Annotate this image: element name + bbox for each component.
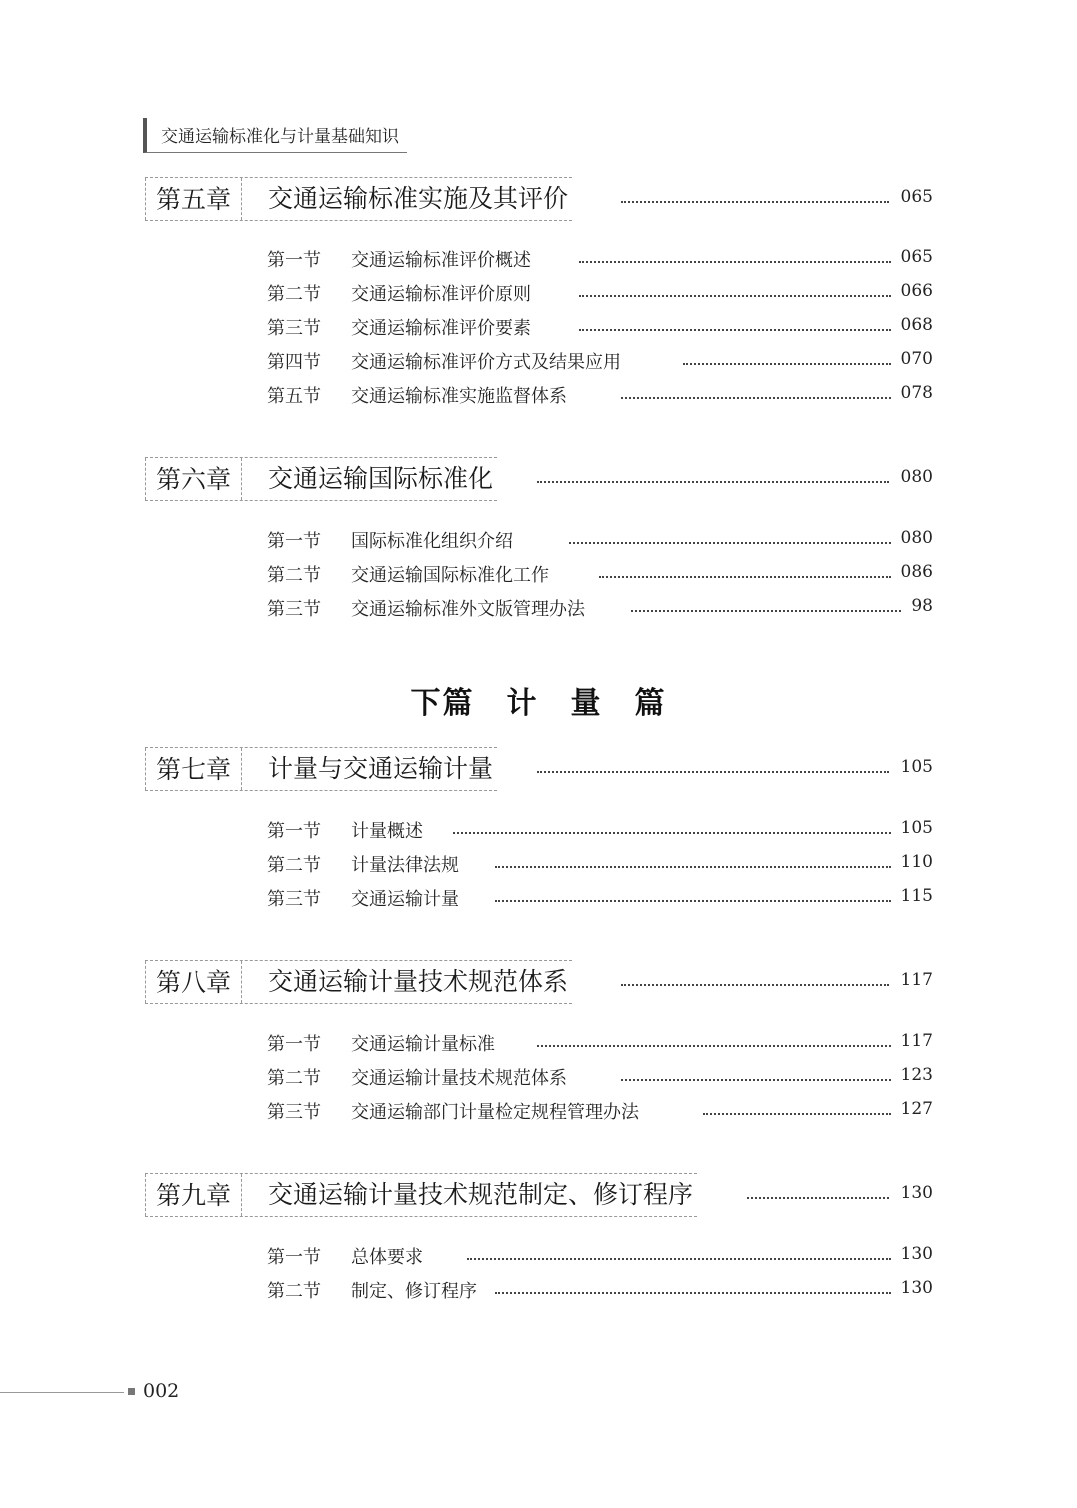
chapter-page: 080 [900, 467, 933, 487]
section-number: 第四节 [267, 352, 321, 373]
leader-dots [631, 610, 901, 612]
section-title: 交通运输部门计量检定规程管理办法 [351, 1102, 639, 1123]
book-title: 交通运输标准化与计量基础知识 [161, 127, 399, 147]
chapter-title: 计量与交通运输计量 [268, 754, 494, 783]
section-number: 第一节 [267, 1247, 321, 1268]
leader-dots [495, 866, 891, 868]
section-number: 第一节 [267, 1034, 321, 1055]
section-title: 计量法律法规 [351, 855, 459, 876]
toc-section[interactable] [267, 595, 933, 625]
leader-dots [579, 329, 891, 331]
chapter-page: 105 [900, 757, 933, 777]
section-page: 070 [900, 349, 933, 369]
section-page: 066 [900, 281, 933, 301]
leader-dots [537, 481, 889, 483]
toc-section[interactable] [267, 382, 933, 412]
page-number: 002 [143, 1380, 180, 1402]
section-title: 总体要求 [351, 1247, 423, 1268]
section-title: 交通运输标准评价原则 [351, 284, 531, 305]
chapter-box [145, 1173, 697, 1217]
chapter-title: 交通运输标准实施及其评价 [268, 184, 569, 213]
section-page: 068 [900, 315, 933, 335]
section-title: 制定、修订程序 [351, 1281, 477, 1302]
section-title: 交通运输标准评价要素 [351, 318, 531, 339]
toc-chapter-8[interactable] [145, 960, 933, 1004]
toc-chapter-9[interactable] [145, 1173, 933, 1217]
chapter-number: 第五章 [145, 178, 242, 220]
chapter-box [145, 177, 572, 221]
toc-section[interactable] [267, 314, 933, 344]
section-number: 第三节 [267, 599, 321, 620]
section-page: 130 [900, 1278, 933, 1298]
leader-dots [495, 900, 891, 902]
toc-section[interactable] [267, 1277, 933, 1307]
chapter-box [145, 747, 497, 791]
chapter-number: 第八章 [145, 961, 242, 1003]
section-number: 第一节 [267, 531, 321, 552]
section-page: 130 [900, 1244, 933, 1264]
section-page: 065 [900, 247, 933, 267]
section-page: 078 [900, 383, 933, 403]
toc-section[interactable] [267, 851, 933, 881]
leader-dots [621, 1079, 891, 1081]
section-page: 117 [900, 1031, 933, 1051]
section-number: 第五节 [267, 386, 321, 407]
toc-section[interactable] [267, 1064, 933, 1094]
section-number: 第一节 [267, 250, 321, 271]
toc-section[interactable] [267, 246, 933, 276]
toc-section[interactable] [267, 527, 933, 557]
leader-dots [537, 771, 889, 773]
section-number: 第三节 [267, 1102, 321, 1123]
section-title: 交通运输标准评价方式及结果应用 [351, 352, 621, 373]
section-title: 交通运输计量技术规范体系 [351, 1068, 567, 1089]
section-number: 第二节 [267, 855, 321, 876]
chapter-page: 065 [900, 187, 933, 207]
section-page: 110 [900, 852, 933, 872]
section-page: 123 [900, 1065, 933, 1085]
leader-dots [621, 984, 889, 986]
chapter-title: 交通运输国际标准化 [268, 464, 494, 493]
leader-dots [703, 1113, 891, 1115]
chapter-box [145, 457, 497, 501]
section-number: 第三节 [267, 889, 321, 910]
section-page: 086 [900, 562, 933, 582]
section-page: 127 [900, 1099, 933, 1119]
leader-dots [537, 1045, 891, 1047]
leader-dots [579, 261, 891, 263]
leader-dots [599, 576, 891, 578]
leader-dots [495, 1292, 891, 1294]
toc-section[interactable] [267, 348, 933, 378]
leader-dots [453, 832, 891, 834]
leader-dots [621, 201, 889, 203]
section-title: 国际标准化组织介绍 [351, 531, 513, 552]
chapter-number: 第九章 [145, 1174, 242, 1216]
leader-dots [621, 397, 891, 399]
toc-chapter-7[interactable] [145, 747, 933, 791]
leader-dots [467, 1258, 891, 1260]
chapter-box [145, 960, 572, 1004]
toc-chapter-6[interactable] [145, 457, 933, 501]
chapter-page: 130 [900, 1183, 933, 1203]
toc-section[interactable] [267, 561, 933, 591]
section-title: 交通运输标准外文版管理办法 [351, 599, 585, 620]
chapter-title: 交通运输计量技术规范体系 [268, 967, 569, 996]
running-header [143, 118, 407, 153]
chapter-title: 交通运输计量技术规范制定、修订程序 [268, 1180, 694, 1209]
section-title: 交通运输计量 [351, 889, 459, 910]
section-number: 第二节 [267, 1281, 321, 1302]
toc-section[interactable] [267, 1243, 933, 1273]
toc-chapter-5[interactable] [145, 177, 933, 221]
footer-square-icon [128, 1388, 135, 1395]
section-number: 第二节 [267, 284, 321, 305]
section-number: 第二节 [267, 1068, 321, 1089]
section-title: 交通运输标准评价概述 [351, 250, 531, 271]
section-number: 第二节 [267, 565, 321, 586]
section-page: 105 [900, 818, 933, 838]
section-title: 交通运输国际标准化工作 [351, 565, 549, 586]
toc-section[interactable] [267, 885, 933, 915]
chapter-number: 第六章 [145, 458, 242, 500]
toc-section[interactable] [267, 1098, 933, 1128]
section-title: 交通运输标准实施监督体系 [351, 386, 567, 407]
section-title: 交通运输计量标准 [351, 1034, 495, 1055]
section-number: 第三节 [267, 318, 321, 339]
leader-dots [747, 1197, 889, 1199]
section-page: 98 [911, 596, 933, 616]
leader-dots [569, 542, 891, 544]
toc-section[interactable] [267, 280, 933, 310]
toc-section[interactable] [267, 817, 933, 847]
chapter-number: 第七章 [145, 748, 242, 790]
section-number: 第一节 [267, 821, 321, 842]
part-title: 下篇 计 量 篇 [410, 686, 667, 721]
section-page: 115 [900, 886, 933, 906]
toc-section[interactable] [267, 1030, 933, 1060]
chapter-page: 117 [900, 970, 933, 990]
leader-dots [579, 295, 891, 297]
footer-rule [0, 1392, 124, 1393]
section-title: 计量概述 [351, 821, 423, 842]
leader-dots [683, 363, 891, 365]
section-page: 080 [900, 528, 933, 548]
